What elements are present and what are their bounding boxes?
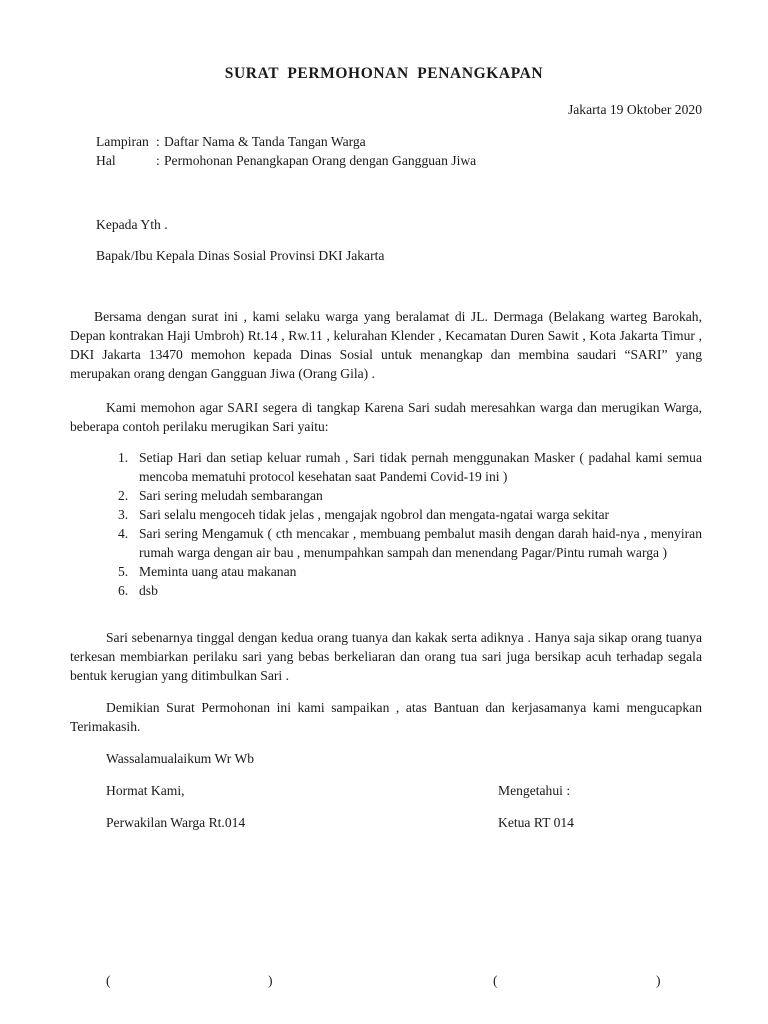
list-item xyxy=(70,448,702,486)
closing-salam: Wassalamualaikum Wr Wb xyxy=(106,751,255,766)
lampiran-value: Daftar Nama & Tanda Tangan Warga xyxy=(164,134,366,149)
list-item xyxy=(70,581,702,600)
paragraph-family xyxy=(70,628,702,685)
hal-separator: : xyxy=(156,153,160,168)
lampiran-separator: : xyxy=(156,134,160,149)
list-item-number: 1. xyxy=(118,450,129,465)
list-item-text: Meminta uang atau makanan xyxy=(139,564,297,579)
left-sign-title: Hormat Kami, xyxy=(106,783,185,798)
recipient-greeting: Kepada Yth . xyxy=(96,217,168,232)
right-sign-role: Ketua RT 014 xyxy=(498,815,574,830)
lampiran-label: Lampiran xyxy=(96,134,149,149)
behavior-list xyxy=(70,448,702,600)
list-item xyxy=(70,562,702,581)
list-item-number: 6. xyxy=(118,583,129,598)
list-item-number: 3. xyxy=(118,507,129,522)
right-sign-title: Mengetahui : xyxy=(498,783,571,798)
list-item xyxy=(70,524,702,562)
list-item-text: Sari sering meludah sembarangan xyxy=(139,488,323,503)
list-item xyxy=(70,486,702,505)
paragraph-request xyxy=(70,307,702,383)
list-item xyxy=(70,505,702,524)
letter-date: Jakarta 19 Oktober 2020 xyxy=(567,102,702,117)
paragraph-closing xyxy=(70,698,702,736)
left-signature-open-paren: ( xyxy=(106,973,111,988)
hal-label: Hal xyxy=(96,153,116,168)
paragraph-reason-text: Kami memohon agar SARI segera di tangkap Karena Sari sudah meresahkan warga dan merugikan Warga, beberapa contoh perilaku merugikan Sari yaitu: xyxy=(70,400,702,434)
letter-title: SURAT PERMOHONAN PENANGKAPAN xyxy=(224,65,544,82)
list-item-text: Sari sering Mengamuk ( cth mencakar , membuang pembalut masih dengan darah haid-nya , menyiran rumah warga dengan air bau , menumpahkan sampah dan menendang Pagar/Pintu rumah warga ) xyxy=(139,526,702,560)
left-sign-role: Perwakilan Warga Rt.014 xyxy=(106,815,246,830)
paragraph-family-text: Sari sebenarnya tinggal dengan kedua orang tuanya dan kakak serta adiknya . Hanya saja sikap orang tuanya terkesan membiarkan perilaku sari yang bebas berkeliaran dan orang tua sari juga bersikap acuh terhadap segala bentuk kerugian yang ditimbulkan Sari . xyxy=(70,630,702,683)
paragraph-closing-text: Demikian Surat Permohonan ini kami sampaikan , atas Bantuan dan kerjasamanya kami mengucapkan Terimakasih. xyxy=(70,700,702,734)
list-item-text: dsb xyxy=(139,583,158,598)
list-item-text: Setiap Hari dan setiap keluar rumah , Sari tidak pernah menggunakan Masker ( padahal kami semua mencoba mematuhi protocol kesehatan saat Pandemi Covid-19 ini ) xyxy=(139,450,702,484)
right-signature-close-paren: ) xyxy=(656,973,661,988)
right-signature-open-paren: ( xyxy=(493,973,498,988)
recipient-name: Bapak/Ibu Kepala Dinas Sosial Provinsi DKI Jakarta xyxy=(96,248,385,263)
left-signature-close-paren: ) xyxy=(268,973,273,988)
list-item-number: 5. xyxy=(118,564,129,579)
paragraph-reason xyxy=(70,398,702,436)
list-item-number: 4. xyxy=(118,526,129,541)
list-item-number: 2. xyxy=(118,488,129,503)
paragraph-request-text: Bersama dengan surat ini , kami selaku warga yang beralamat di JL. Dermaga (Belakang warteg Barokah, Depan kontrakan Haji Umbroh) Rt.14 , Rw.11 , kelurahan Klender , Kecamatan Duren Sawit , Kota Jakarta Timur , DKI Jakarta 13470 memohon kepada Dinas Sosial untuk menangkap dan membina saudari “SARI” yang merupakan orang dengan Gangguan Jiwa (Orang Gila) . xyxy=(70,309,702,381)
hal-value: Permohonan Penangkapan Orang dengan Gangguan Jiwa xyxy=(164,153,477,168)
list-item-text: Sari selalu mengoceh tidak jelas , mengajak ngobrol dan mengata-ngatai warga sekitar xyxy=(139,507,610,522)
